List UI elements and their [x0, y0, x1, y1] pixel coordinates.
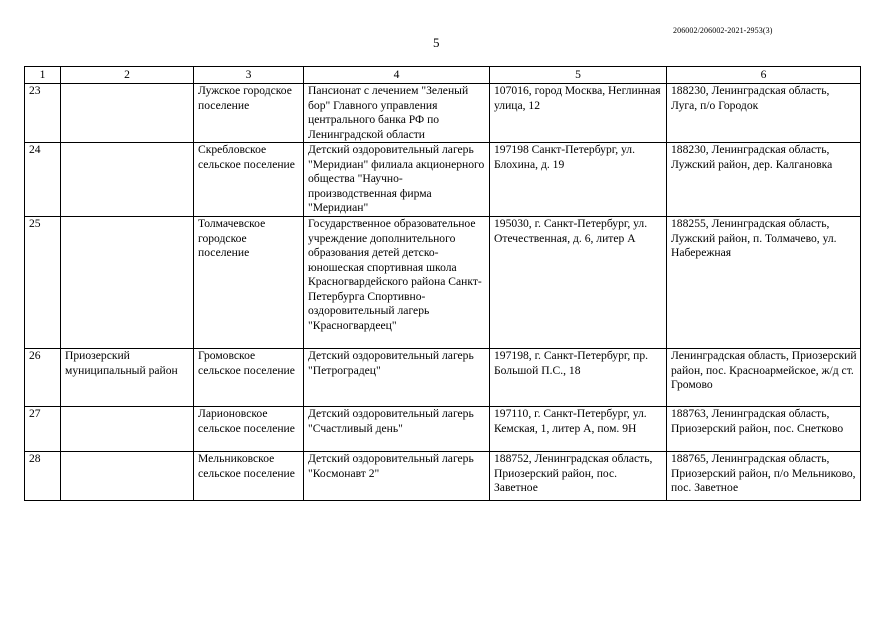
district-cell	[61, 217, 194, 349]
settlement-cell: Толмачевское городское поселение	[194, 217, 304, 349]
column-header-6: 6	[667, 67, 861, 84]
legal-address-cell: 197198 Санкт-Петербург, ул. Блохина, д. 19	[490, 143, 667, 217]
table-header-row	[25, 67, 861, 84]
legal-address-cell: 107016, город Москва, Неглинная улица, 12	[490, 84, 667, 143]
institution-cell: Государственное образовательное учреждение дополнительного образования детей детско-юношеская спортивная школа Красногвардейского района Санкт-Петербурга Спортивно-оздоровительный лагерь "Красногвардеец"	[304, 217, 490, 349]
institution-cell: Пансионат с лечением "Зеленый бор" Главного управления центрального банка РФ по Ленинградской области	[304, 84, 490, 143]
table-row	[25, 143, 861, 217]
camps-table	[24, 66, 861, 501]
row-number: 24	[25, 143, 61, 217]
settlement-cell: Скребловское сельское поселение	[194, 143, 304, 217]
table-row	[25, 217, 861, 349]
row-number: 27	[25, 407, 61, 452]
district-cell	[61, 407, 194, 452]
institution-cell: Детский оздоровительный лагерь "Счастливый день"	[304, 407, 490, 452]
legal-address-cell: 197198, г. Санкт-Петербург, пр. Большой П.С., 18	[490, 349, 667, 407]
row-number: 26	[25, 349, 61, 407]
settlement-cell: Лужское городское поселение	[194, 84, 304, 143]
legal-address-cell: 197110, г. Санкт-Петербург, ул. Кемская, 1, литер А, пом. 9Н	[490, 407, 667, 452]
column-header-5: 5	[490, 67, 667, 84]
actual-address-cell: 188763, Ленинградская область, Приозерский район, пос. Снетково	[667, 407, 861, 452]
table-row	[25, 452, 861, 501]
column-header-1: 1	[25, 67, 61, 84]
column-header-3: 3	[194, 67, 304, 84]
actual-address-cell: 188255, Ленинградская область, Лужский район, п. Толмачево, ул. Набережная	[667, 217, 861, 349]
institution-cell: Детский оздоровительный лагерь "Петроградец"	[304, 349, 490, 407]
row-number: 23	[25, 84, 61, 143]
settlement-cell: Мельниковское сельское поселение	[194, 452, 304, 501]
table-row	[25, 407, 861, 452]
document-id: 206002/206002-2021-2953(3)	[673, 26, 773, 35]
institution-cell: Детский оздоровительный лагерь "Меридиан" филиала акционерного общества "Научно-производственная фирма "Меридиан"	[304, 143, 490, 217]
actual-address-cell: 188765, Ленинградская область, Приозерский район, п/о Мельниково, пос. Заветное	[667, 452, 861, 501]
row-number: 28	[25, 452, 61, 501]
column-header-4: 4	[304, 67, 490, 84]
settlement-cell: Громовское сельское поселение	[194, 349, 304, 407]
district-cell: Приозерский муниципальный район	[61, 349, 194, 407]
row-number: 25	[25, 217, 61, 349]
district-cell	[61, 452, 194, 501]
legal-address-cell: 195030, г. Санкт-Петербург, ул. Отечественная, д. 6, литер А	[490, 217, 667, 349]
legal-address-cell: 188752, Ленинградская область, Приозерский район, пос. Заветное	[490, 452, 667, 501]
district-cell	[61, 143, 194, 217]
actual-address-cell: 188230, Ленинградская область, Лужский район, дер. Калгановка	[667, 143, 861, 217]
settlement-cell: Ларионовское сельское поселение	[194, 407, 304, 452]
district-cell	[61, 84, 194, 143]
column-header-2: 2	[61, 67, 194, 84]
actual-address-cell: 188230, Ленинградская область, Луга, п/о Городок	[667, 84, 861, 143]
institution-cell: Детский оздоровительный лагерь "Космонавт 2"	[304, 452, 490, 501]
table-row	[25, 84, 861, 143]
actual-address-cell: Ленинградская область, Приозерский район, пос. Красноармейское, ж/д ст. Громово	[667, 349, 861, 407]
page-number: 5	[433, 35, 440, 50]
table-row	[25, 349, 861, 407]
